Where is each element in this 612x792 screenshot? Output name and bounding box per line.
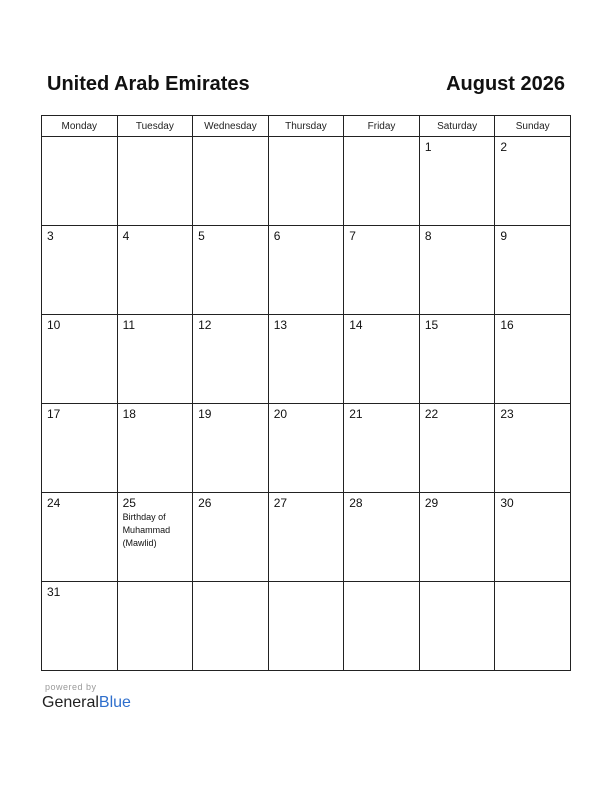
week-row [42, 582, 571, 671]
calendar-grid [41, 115, 571, 671]
page-title-country: United Arab Emirates [47, 73, 250, 95]
day-cell [495, 493, 571, 582]
week-row [42, 404, 571, 493]
powered-by-label: powered by [45, 682, 97, 692]
week-row [42, 226, 571, 315]
day-number: 18 [122, 407, 136, 421]
day-number [420, 582, 495, 585]
day-cell [268, 137, 344, 226]
week-row [42, 493, 571, 582]
day-number: 3 [47, 229, 54, 243]
day-cell [42, 582, 118, 671]
day-cell [117, 404, 193, 493]
day-cell [344, 493, 420, 582]
day-cell [419, 226, 495, 315]
day-cell [193, 315, 269, 404]
weekday-header: Monday [42, 116, 118, 137]
day-number: 23 [500, 407, 514, 421]
day-cell-holiday [117, 493, 193, 582]
day-cell [495, 404, 571, 493]
day-number: 6 [273, 229, 281, 243]
day-number [344, 137, 419, 140]
day-number: 7 [349, 229, 356, 243]
day-cell [42, 226, 118, 315]
day-cell [268, 582, 344, 671]
day-number: 15 [424, 318, 439, 332]
day-number [495, 582, 570, 585]
weekday-header-row [42, 116, 571, 137]
day-number [118, 137, 193, 140]
day-number: 8 [424, 229, 432, 243]
day-cell [117, 315, 193, 404]
day-cell [495, 582, 571, 671]
weekday-header: Tuesday [117, 116, 193, 137]
day-number: 30 [500, 496, 514, 510]
weekday-header: Sunday [495, 116, 571, 137]
day-number: 4 [122, 229, 130, 243]
day-cell [419, 404, 495, 493]
day-cell [42, 404, 118, 493]
weekday-header: Friday [344, 116, 420, 137]
brand-logo[interactable] [42, 693, 131, 713]
day-cell [419, 315, 495, 404]
day-number: 22 [424, 407, 439, 421]
day-cell [268, 226, 344, 315]
day-number: 19 [198, 407, 212, 421]
day-number: 27 [273, 496, 288, 510]
day-number: 31 [47, 585, 61, 599]
day-cell [193, 582, 269, 671]
day-cell [42, 493, 118, 582]
day-cell [117, 226, 193, 315]
day-cell [344, 404, 420, 493]
week-row [42, 137, 571, 226]
day-cell [419, 493, 495, 582]
day-number: 29 [424, 496, 439, 510]
day-number: 26 [198, 496, 212, 510]
day-number [118, 582, 193, 585]
day-number: 9 [500, 229, 508, 243]
day-number: 17 [47, 407, 61, 421]
page-title-month: August 2026 [446, 73, 565, 95]
day-cell [193, 226, 269, 315]
day-cell [193, 493, 269, 582]
day-cell [495, 226, 571, 315]
day-number: 16 [500, 318, 514, 332]
weekday-header: Thursday [268, 116, 344, 137]
day-cell [344, 137, 420, 226]
day-cell [419, 582, 495, 671]
day-number [269, 137, 344, 140]
day-number: 13 [273, 318, 288, 332]
day-number: 14 [349, 318, 363, 332]
day-cell [419, 137, 495, 226]
day-cell [495, 315, 571, 404]
day-cell [268, 493, 344, 582]
day-cell [42, 315, 118, 404]
day-cell [42, 137, 118, 226]
day-cell [117, 582, 193, 671]
day-cell [344, 315, 420, 404]
day-number: 28 [349, 496, 363, 510]
day-number: 24 [47, 496, 61, 510]
day-number [193, 137, 268, 140]
brand-logo-blue: Blue [98, 694, 131, 711]
day-number: 2 [500, 140, 508, 154]
weekday-header: Saturday [419, 116, 495, 137]
day-number: 10 [47, 318, 61, 332]
day-cell [193, 137, 269, 226]
day-number: 21 [349, 407, 363, 421]
day-number: 5 [198, 229, 205, 243]
day-number [193, 582, 268, 585]
day-number [344, 582, 419, 585]
day-number [42, 137, 117, 140]
day-cell [344, 226, 420, 315]
brand-logo-general: General [42, 694, 99, 711]
day-number: 25 [122, 496, 136, 510]
day-cell [268, 315, 344, 404]
day-cell [268, 404, 344, 493]
week-row [42, 315, 571, 404]
day-cell [344, 582, 420, 671]
day-number: 1 [424, 140, 432, 154]
day-number [269, 582, 344, 585]
day-cell [495, 137, 571, 226]
day-cell [117, 137, 193, 226]
day-cell [193, 404, 269, 493]
day-number: 11 [122, 318, 136, 332]
holiday-label: Birthday of Muhammad (Mawlid) [122, 512, 171, 548]
day-number: 12 [198, 318, 212, 332]
weekday-header: Wednesday [193, 116, 269, 137]
day-number: 20 [273, 407, 288, 421]
